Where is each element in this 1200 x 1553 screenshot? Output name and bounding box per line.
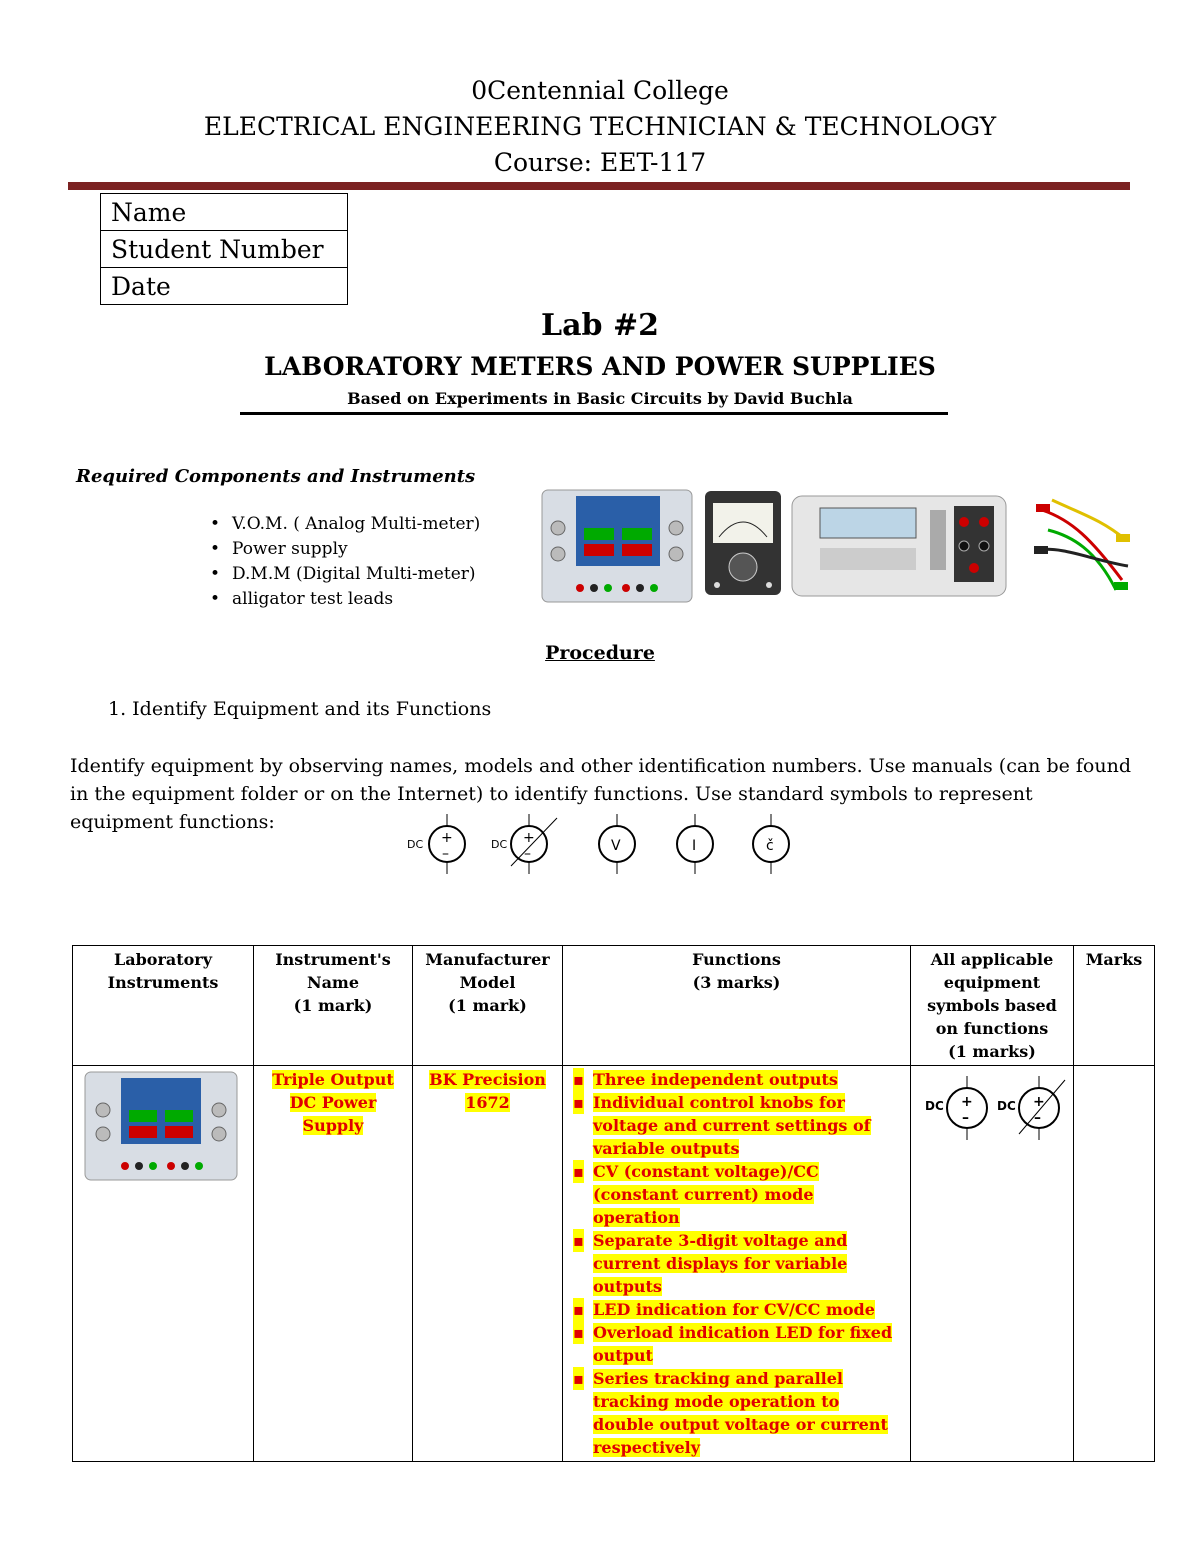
requirements-list — [232, 512, 480, 612]
svg-text:DC: DC — [997, 1099, 1016, 1113]
svg-text:–: – — [524, 846, 531, 862]
table-row — [73, 1066, 1155, 1462]
list-item: ▪ Individual control knobs for voltage and current settings of variable outputs — [569, 1091, 904, 1160]
list-item: • Power supply — [232, 537, 480, 562]
svg-text:DC: DC — [925, 1099, 944, 1113]
instrument-image-cell — [73, 1066, 254, 1462]
ohmmeter-symbol — [753, 814, 789, 874]
list-item: ▪ Overload indication LED for fixed output — [569, 1321, 904, 1367]
lab-title: Lab #2 — [541, 308, 659, 343]
course-code: Course: EET-117 — [493, 148, 707, 177]
svg-text:–: – — [1034, 1110, 1041, 1126]
variable-dc-source-symbol — [491, 814, 557, 874]
svg-text:+: + — [523, 830, 535, 846]
lab-source: Based on Experiments in Basic Circuits by David Buchla — [347, 389, 853, 408]
requirements-heading: Required Components and Instruments — [76, 466, 476, 487]
svg-text:V: V — [611, 838, 621, 854]
symbols-cell — [911, 1066, 1074, 1462]
manufacturer-model-cell — [413, 1066, 563, 1462]
name-field[interactable]: Name — [101, 194, 347, 231]
list-item: ▪ Three independent outputs — [569, 1068, 904, 1091]
power-supply-thumbnail — [79, 1070, 241, 1184]
svg-text:–: – — [442, 846, 449, 862]
table-header-row — [73, 946, 1155, 1066]
list-item: ▪ CV (constant voltage)/CC (constant current) mode operation — [569, 1160, 904, 1229]
svg-text:+: + — [441, 830, 453, 846]
header-divider — [68, 182, 1130, 190]
voltmeter-symbol — [599, 814, 635, 874]
list-item: ▪ Series tracking and parallel tracking mode operation to double output voltage or current respectively — [569, 1367, 904, 1459]
lab-subtitle: LABORATORY METERS AND POWER SUPPLIES — [264, 352, 936, 381]
ammeter-symbol — [677, 814, 713, 874]
alligator-leads-image — [1032, 490, 1132, 602]
title-underline — [240, 412, 948, 415]
header-lab-instruments: Laboratory Instruments — [73, 946, 254, 1066]
header-instrument-name: Instrument's Name (1 mark) — [254, 946, 413, 1066]
instrument-name: Triple Output DC Power Supply — [272, 1070, 394, 1135]
list-item: • V.O.M. ( Analog Multi-meter) — [232, 512, 480, 537]
equipment-symbols — [395, 812, 805, 880]
student-id-box — [100, 193, 348, 305]
digital-multimeter-image — [790, 494, 1008, 598]
header-functions: Functions (3 marks) — [563, 946, 911, 1066]
procedure-heading: Procedure — [545, 642, 655, 664]
dc-source-symbol — [407, 814, 465, 874]
equipment-table — [72, 945, 1155, 1462]
department-name: ELECTRICAL ENGINEERING TECHNICIAN & TECHNOLOGY — [203, 112, 997, 141]
functions-list — [569, 1068, 904, 1459]
svg-text:DC: DC — [407, 838, 424, 851]
list-item: • D.M.M (Digital Multi-meter) — [232, 562, 480, 587]
functions-cell — [563, 1066, 911, 1462]
procedure-paragraph: Identify equipment by observing names, models and other identification numbers. Use manuals (can be found in the equipment folder or on the Internet) to identify functions. Use standard symbols to represent equipment functions: — [70, 755, 1131, 833]
svg-text:č: č — [766, 838, 774, 854]
list-item: ▪ Separate 3-digit voltage and current displays for variable outputs — [569, 1229, 904, 1298]
list-item: ▪ LED indication for CV/CC mode — [569, 1298, 904, 1321]
student-number-field[interactable]: Student Number — [101, 231, 347, 268]
svg-text:+: + — [1033, 1094, 1045, 1110]
college-name: 0Centennial College — [471, 76, 729, 105]
dc-symbols — [911, 1066, 1071, 1146]
marks-cell[interactable] — [1074, 1066, 1155, 1462]
procedure-step-1: 1. Identify Equipment and its Functions — [108, 698, 492, 720]
power-supply-image — [540, 488, 696, 606]
svg-text:–: – — [962, 1110, 969, 1126]
svg-text:DC: DC — [491, 838, 508, 851]
header-manufacturer-model: Manufacturer Model (1 mark) — [413, 946, 563, 1066]
svg-text:I: I — [692, 838, 697, 854]
header-symbols: All applicable equipment symbols based on functions (1 marks) — [911, 946, 1074, 1066]
instrument-name-cell — [254, 1066, 413, 1462]
analog-meter-image — [703, 487, 783, 597]
list-item: • alligator test leads — [232, 587, 480, 612]
header-marks: Marks — [1074, 946, 1155, 1066]
svg-text:+: + — [961, 1094, 973, 1110]
manufacturer-model: BK Precision 1672 — [429, 1070, 546, 1112]
date-field[interactable]: Date — [111, 272, 171, 301]
